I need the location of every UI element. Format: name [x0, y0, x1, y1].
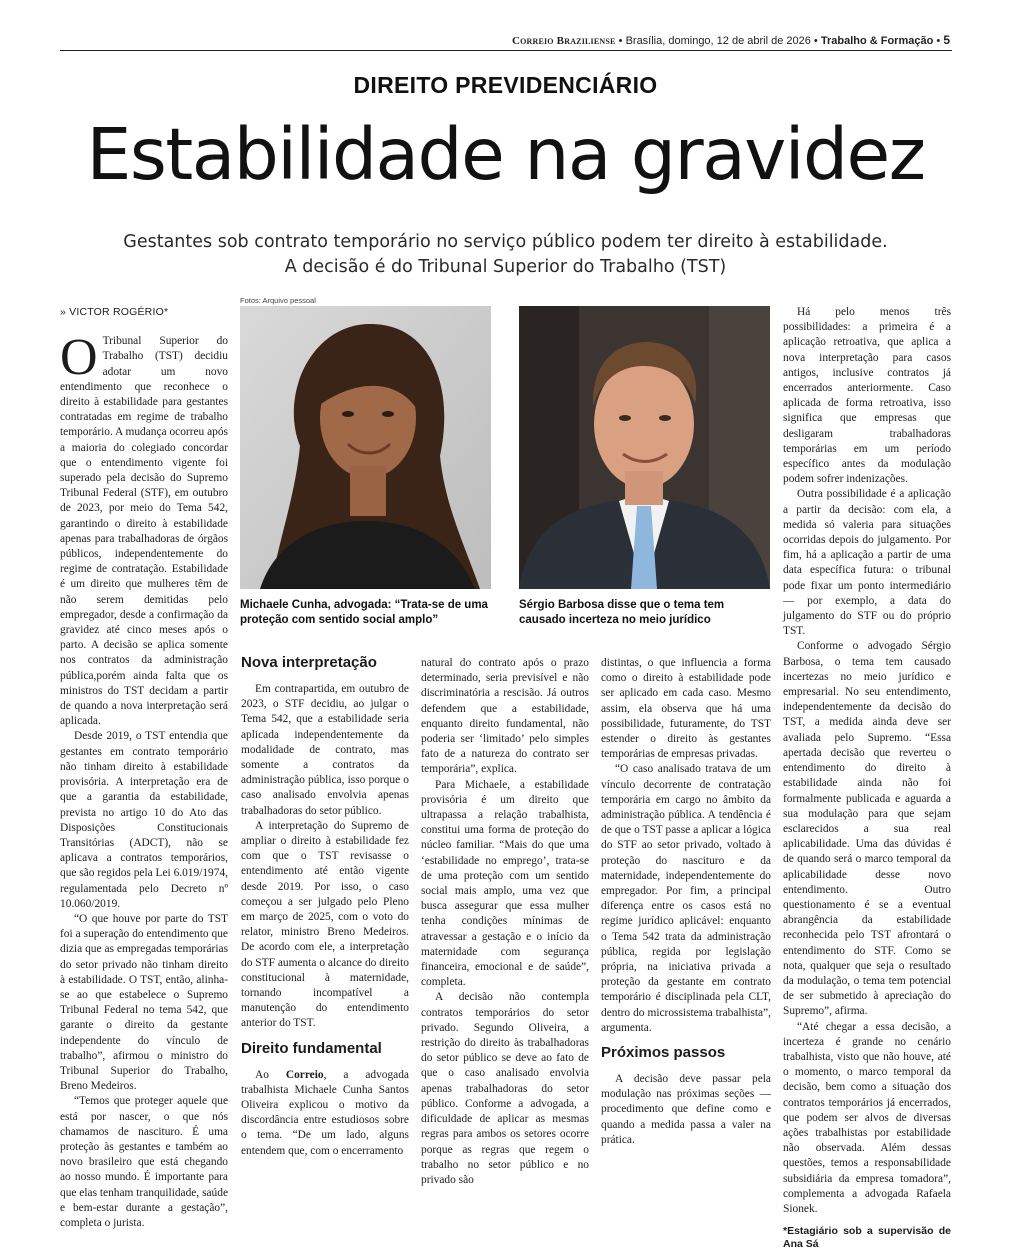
paragraph: “O caso analisado tratava de um vínculo decorrente de contratação temporária em cargo no âmbito da administração pública. A tendência é de que o TST passe a aplicar a lógica do STF ao setor privado, voltado à proteção do nascituro e da maternidade, independentemente do empregador. Por fim, a principal diferença entre os casos está no regime jurídico aplicável: enquanto o Tema 542 trata da administração pública, regida por legislação própria, na iniciativa privada a proteção da gestante em contrato temporário é disciplinada pela CLT, dentro do microssistema trabalhista”, argumenta. [601, 763, 771, 1034]
paragraph: Há pelo menos três possibilidades: a primeira é a aplicação retroativa, que aplica a nova interpretação para casos antigos, inclusive contratos já encerrados anteriormente. Caso aplicada de forma retroativa, isso significa que empresas que desligaram trabalhadoras temporárias em um período específico antes da modulação podem sofrer indenizações. [783, 306, 951, 486]
subhead-nova-interpretacao: Nova interpretação [241, 654, 377, 671]
column-2 [241, 652, 409, 1159]
column-4 [601, 656, 771, 1148]
header-bullet-3: • [936, 35, 941, 47]
article-headline: Estabilidade na gravidez [86, 113, 925, 196]
header-bullet: • [618, 35, 623, 47]
paragraph: “O que houve por parte do TST foi a superação do entendimento que dizia que as empregadas temporárias do setor privado não tinham direito à estabilidade. O TST, então, alinha-se ao que estabelece o Supremo Tribunal Federal no tema 542, que garante o direito da gestante independente do vínculo de trabalho”, afirmou o ministro do Tribunal Superior do Trabalho, Breno Medeiros. [60, 912, 228, 1093]
section-name: Trabalho & Formação [820, 35, 934, 47]
photo-sergio-barbosa [519, 306, 770, 589]
paragraph: Em contrapartida, em outubro de 2023, o STF decidiu, ao julgar o Tema 542, que a estabilidade seria aplicada independentemente da modalidade de contrato, mas somente a contratos da administração pública, isso porque o caso analisado envolvia apenas trabalhadoras do setor público. [241, 683, 409, 817]
byline: » VICTOR ROGÉRIO* [60, 306, 169, 318]
photo-caption-2: Sérgio Barbosa disse que o tema tem causado incerteza no meio jurídico [519, 599, 725, 626]
newspaper-name: Correio Braziliense [511, 35, 616, 47]
header-place-date: Brasília, domingo, 12 de abril de 2026 [625, 35, 811, 47]
paragraph: Conforme o advogado Sérgio Barbosa, o tema tem causado incertezas no meio jurídico e empresarial. No seu entendimento, independentemente da decisão do TST, a medida ainda deve ser avaliada pelo Supremo. “Essa apertada decisão que reverteu o entendimento do direito à estabilidade ainda não foi formalmente publicada e aguarda a sua modulação para que sejam esclarecidos a sua real aplicabilidade. Uma das dúvidas é de quando será o marco temporal da aplicabilidade desse novo entendimento. Outro questionamento é se a eventual abrangência da estabilidade reconhecida pelo TST afrontará o entendimento do STF. Como se nota, qualquer que seja o resultado da modulação, o tema tem potencial de ser submetido à apreciação do Supremo”, afirma. [783, 640, 951, 1018]
photo-caption-1: Michaele Cunha, advogada: “Trata-se de uma proteção com sentido social amplo” [240, 599, 488, 626]
paragraph: natural do contrato após o prazo determinado, seria previsível e não discriminatória a rescisão. Já outros defendem que a estabilidade, enquanto direito fundamental, não poderia ser ‘limitado’ pelo simples fato de a natureza do contrato ser temporária”, explica. [421, 657, 589, 776]
paragraph: Para Michaele, a estabilidade provisória é um direito que ultrapassa a relação trabalhista, constitui uma forma de proteção do núcleo familiar. “Mais do que uma ‘estabilidade no emprego’, trata-se de uma proteção com um sentido social mais amplo, uma vez que busca assegurar que essa mulher tenha condições mínimas de atravessar a gestação e o início da maternidade com segurança financeira, emocional e de saúde”, completa. [421, 778, 589, 989]
article-deck [0, 230, 1011, 280]
header-rule [60, 50, 952, 51]
column-3 [421, 656, 589, 1188]
photo-michaele-cunha [240, 306, 491, 589]
paragraph: A decisão não contempla contratos temporários do setor privado. Segundo Oliveira, a restrição do direito às trabalhadoras do setor público se deve ao fato de que o caso analisado envolvia apenas trabalhadoras do setor público. Conforme a advogada, a dificuldade de aplicar as mesmas regras para ambos os setores ocorre porque as regras que regem o trabalho no setor público e no privado são [421, 991, 589, 1186]
deck-line-2: A decisão é do Tribunal Superior do Trabalho (TST) [284, 257, 727, 277]
paragraph [241, 1068, 409, 1159]
paragraph: “Até chegar a essa decisão, a incerteza é grande no cenário trabalhista, visto que não houve, até o momento, o marco temporal da decisão, bem como a situação dos contratos temporários já encerrados, que podem ser alvos de diversas ações trabalhistas por estabilidade não observada. Além dessas questões, temos a responsabilidade subsidiária da empresa tomadora”, complementa a advogada Rafaela Sionek. [783, 1020, 951, 1215]
author-footnote: *Estagiário sob a supervisão de Ana Sá [783, 1225, 951, 1251]
subhead-direito-fundamental: Direito fundamental [241, 1039, 382, 1057]
subhead-proximos-passos: Próximos passos [601, 1044, 726, 1062]
text-run: Ao [255, 1068, 286, 1081]
paragraph: “Temos que proteger aquele que está por nascer, o que nós chamamos de nascituro. É uma proteção às gestantes e também ao novo brasileiro que está chegando ao nosso mundo. É importante para que elas tenham tranquilidade, saúde e bem-estar durante a gestação”, completa o jurista. [60, 1095, 228, 1229]
portrait-man-image [519, 306, 770, 589]
article-kicker: DIREITO PREVIDENCIÁRIO [353, 72, 658, 98]
deck-line-1: Gestantes sob contrato temporário no serviço público podem ter direito à estabilidade. [123, 232, 888, 252]
paragraph: A interpretação do Supremo de ampliar o direito à estabilidade fez com que o TST revisasse o entendimento até então vigente desde 2019. Por isso, o caso começou a ser julgado pelo Pleno em março de 2025, com o voto do relator, ministro Breno Medeiros. De acordo com ele, a interpretação do STF aumenta o alcance do direito constitucional à maternidade, tornando incompatível a manutenção do entendimento anterior do TST. [241, 819, 409, 1030]
paragraph: distintas, o que influencia a forma como o direito à estabilidade pode ser aplicado em cada caso. Mesmo assim, ela observa que há uma possibilidade, futuramente, do TST estender o direito às gestantes temporárias de empresas privadas. [601, 657, 771, 761]
header-bullet-2: • [813, 35, 818, 47]
paragraph: Outra possibilidade é a aplicação a partir da decisão: com ela, a medida só valeria para situações ocorridas depois do julgamento. Por fim, há a aplicação a partir de uma data específica futura: o tribunal pode fixar um ponto intermediário — por exemplo, a data do julgamento do STF ou do próprio TST. [783, 488, 951, 638]
column-5 [783, 305, 951, 1251]
lead-text: Tribunal Superior do Trabalho (TST) decidiu adotar um novo entendimento que reconhece o direito à estabilidade para gestantes contratadas em regime de trabalho temporário. A mudança ocorreu após a maioria do colegiado concordar que o entendimento vigente foi superado pela decisão do Supremo Tribunal Federal (STF), em outubro de 2023, por meio do Tema 542, garantindo o direito à estabilidade apenas para trabalhadoras de órgãos públicos, independentemente do regime de contratação. Estabilidade é um direito que mulheres têm de não serem demitidas pelo empregador, desde a confirmação da gravidez até cinco meses após o parto. A decisão se aplica somente nos contratos da administração pública,porém ainda falta que os ministros do TST decidam a partir de quando a nova interpretação será aplicada. [60, 335, 228, 728]
dropcap: O [60, 329, 98, 387]
portrait-woman-image [240, 306, 491, 589]
page-number: 5 [943, 33, 950, 47]
page-header [450, 33, 950, 49]
lead-paragraph [60, 329, 228, 729]
paragraph: Desde 2019, o TST entendia que gestantes em contrato temporário não tinham direito à estabilidade provisória. A interpretação era de que a garantia da estabilidade, prevista no artigo 10 do Ato das Disposições Constitucionais Transitórias (ADCT), não se aplicava a contratos temporários, que são regidos pela Lei 6.019/1974, regulamentada pelo Decreto nº 10.060/2019. [60, 730, 228, 910]
photo-credit: Fotos: Arquivo pessoal [240, 296, 316, 305]
text-run: , a advogada trabalhista Michaele Cunha Santos Oliveira explicou o motivo da discordância entre estudiosos sobre o tema. “De um lado, alguns entendem que, com o encerramento [241, 1068, 409, 1157]
paragraph: A decisão deve passar pela modulação nas próximas seções — procedimento que define como e quando a medida passa a valer na prática. [601, 1073, 771, 1146]
newspaper-mention: Correio [285, 1068, 324, 1081]
column-1 [60, 305, 228, 1231]
